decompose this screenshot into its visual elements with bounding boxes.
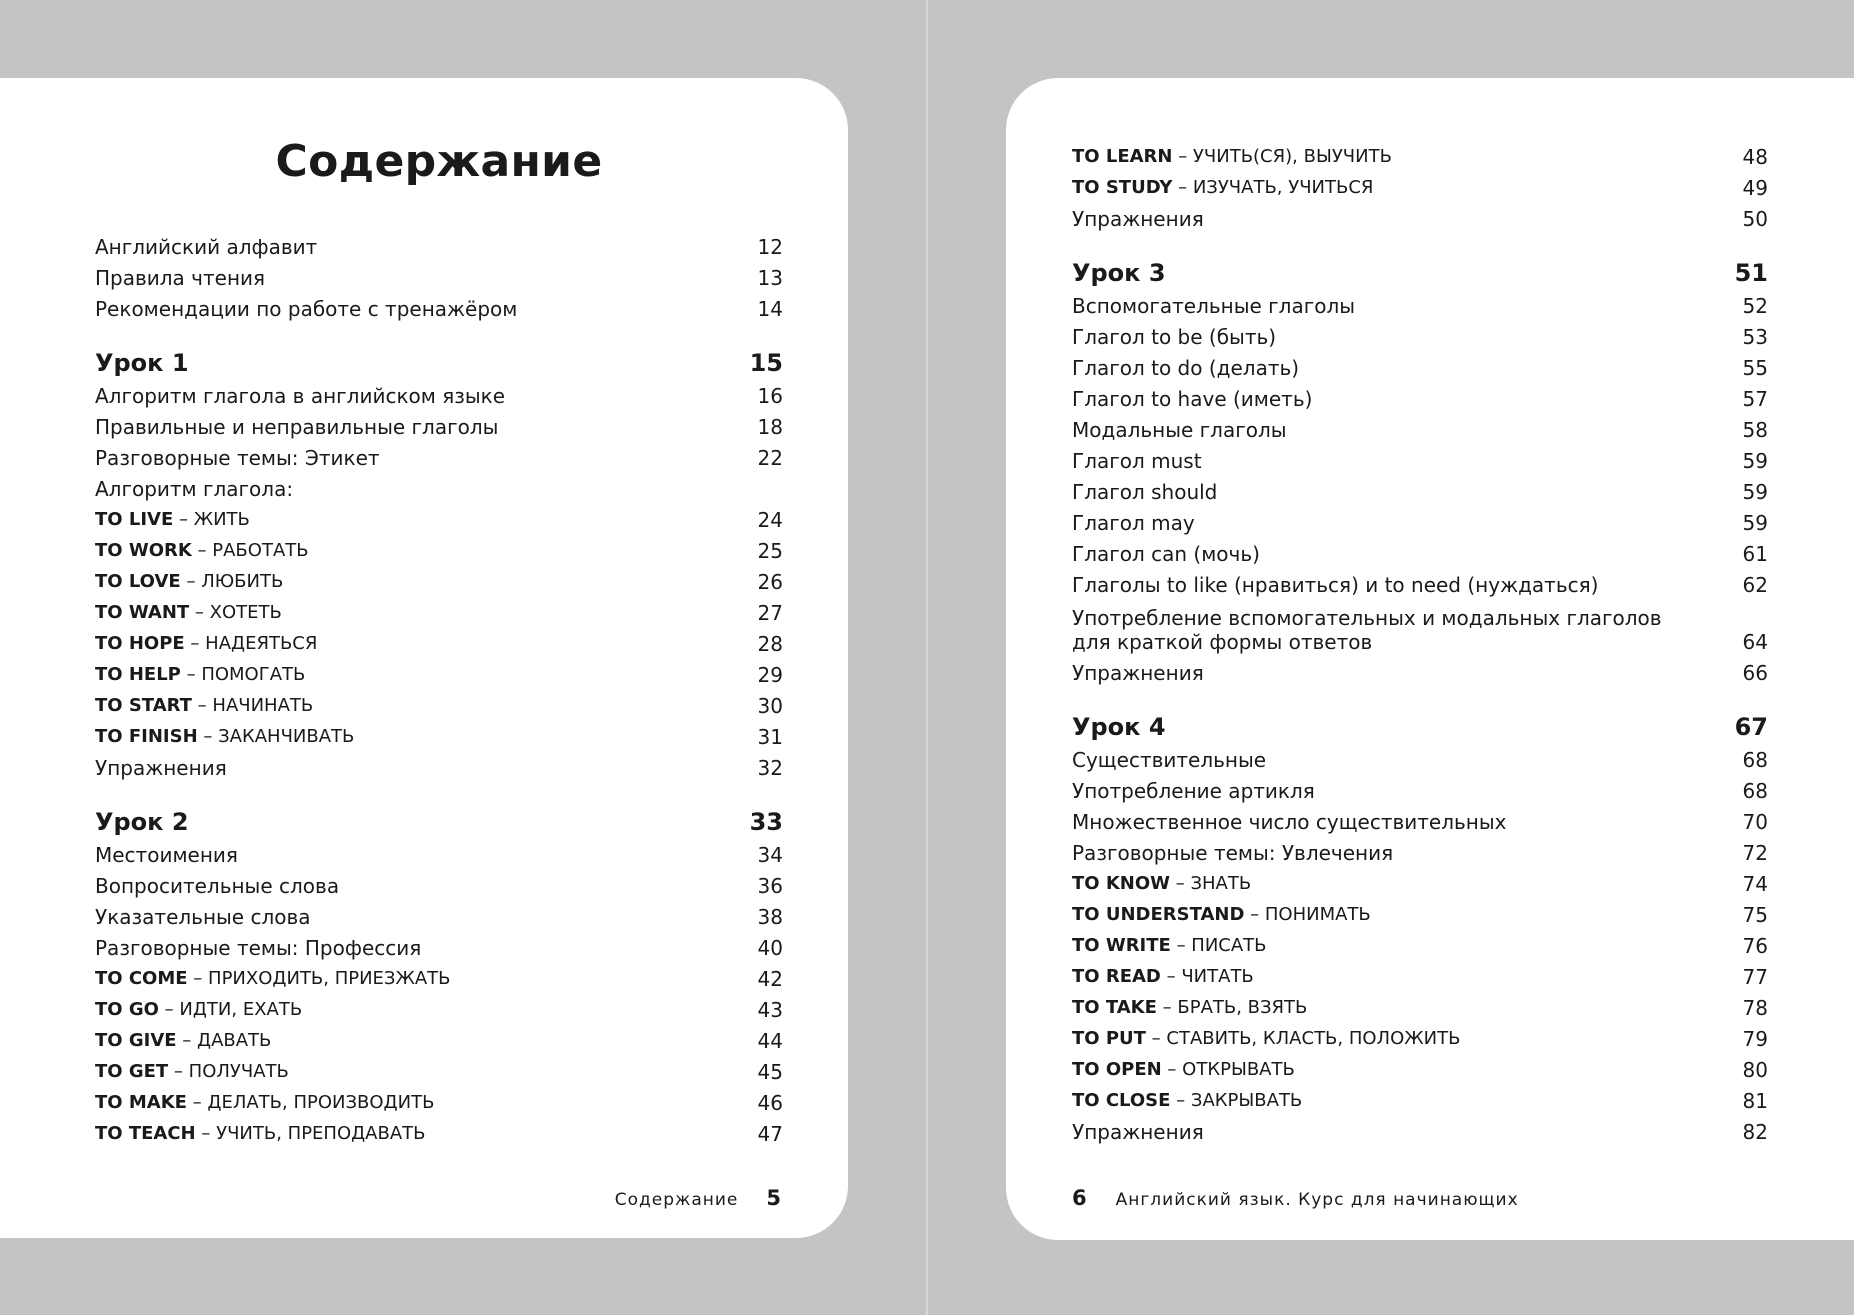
toc-entry-exercises[interactable] (1072, 1113, 1768, 1144)
verb-infinitive: TO FINISH (95, 726, 198, 747)
entry-page: 79 (1742, 1027, 1768, 1051)
verb-translation: ЖИТЬ (193, 509, 250, 530)
verb-separator: – (186, 1092, 208, 1113)
verb-infinitive: TO HOPE (95, 633, 185, 654)
toc-entry[interactable] (1072, 834, 1768, 865)
verb-translation: НАДЕЯТЬСЯ (205, 633, 318, 654)
lesson-1-items (95, 377, 783, 501)
entry-page: 32 (757, 756, 783, 780)
entry-label: Глагол to be (быть) (1072, 325, 1277, 349)
entry-page: 57 (1742, 387, 1768, 411)
entry-label (1072, 1058, 1728, 1082)
entry-page: 70 (1742, 810, 1768, 834)
entry-label: Английский алфавит (95, 235, 318, 259)
right-page (1006, 78, 1854, 1240)
toc-entry-verb[interactable] (1072, 1082, 1768, 1113)
entry-page: 25 (757, 539, 783, 563)
entry-page: 50 (1742, 207, 1768, 231)
verb-separator: – (195, 1123, 217, 1144)
entry-label: Вспомогательные глаголы (1072, 294, 1356, 318)
intro-section (95, 228, 783, 321)
entry-page: 72 (1742, 841, 1768, 865)
lesson-page: 33 (749, 808, 783, 836)
entry-label: Правильные и неправильные глаголы (95, 415, 499, 439)
entry-page: 34 (757, 843, 783, 867)
toc-entry[interactable] (1072, 504, 1768, 535)
lesson-page: 51 (1734, 259, 1768, 287)
entry-page: 27 (757, 601, 783, 625)
entry-page: 38 (757, 905, 783, 929)
entry-label (1072, 606, 1728, 654)
entry-label: Глаголы to like (нравиться) и to need (нуждаться) (1072, 573, 1599, 597)
toc-entry-verb[interactable] (1072, 896, 1768, 927)
entry-line-2: для краткой формы ответов (1072, 630, 1373, 654)
lesson-2-items (95, 836, 783, 960)
toc-entry-verb[interactable] (1072, 169, 1768, 200)
entry-line-1: Употребление вспомогательных и модальных глаголов (1072, 606, 1662, 630)
toc-entry[interactable] (95, 259, 783, 290)
entry-label: Глагол should (1072, 480, 1218, 504)
toc-entry-verb[interactable] (95, 563, 783, 594)
entry-page: 77 (1742, 965, 1768, 989)
toc-entry-verb[interactable] (95, 991, 783, 1022)
lesson-page: 15 (749, 349, 783, 377)
entry-label: Правила чтения (95, 266, 266, 290)
lesson-title: Урок 1 (95, 349, 189, 377)
entry-page: 64 (1742, 630, 1768, 654)
toc-entry[interactable] (1072, 803, 1768, 834)
entry-label (1072, 872, 1728, 896)
page-title: Содержание (275, 136, 603, 187)
toc-entry-verb[interactable] (95, 687, 783, 718)
entry-page: 58 (1742, 418, 1768, 442)
verb-translation: УЧИТЬ, ПРЕПОДАВАТЬ (216, 1123, 426, 1144)
verb-separator: – (1170, 873, 1191, 894)
verb-infinitive: TO WANT (95, 602, 190, 623)
entry-page: 30 (757, 694, 783, 718)
entry-page: 49 (1742, 176, 1768, 200)
page-footer (1072, 1186, 1519, 1210)
toc-entry-verb[interactable] (1072, 989, 1768, 1020)
entry-label: Вопросительные слова (95, 874, 340, 898)
entry-label: Алгоритм глагола в английском языке (95, 384, 506, 408)
toc-entry[interactable] (1072, 349, 1768, 380)
toc-entry-verb[interactable] (95, 1053, 783, 1084)
verb-translation: ОТКРЫВАТЬ (1182, 1059, 1295, 1080)
entry-label (95, 694, 743, 718)
entry-page: 80 (1742, 1058, 1768, 1082)
verb-infinitive: TO COME (95, 968, 188, 989)
toc-entry[interactable] (1072, 411, 1768, 442)
verb-translation: ПРИХОДИТЬ, ПРИЕЗЖАТЬ (208, 968, 451, 989)
entry-label (1072, 996, 1728, 1020)
verb-translation: ПОМОГАТЬ (201, 664, 306, 685)
entry-page: 59 (1742, 449, 1768, 473)
verb-translation: ПОЛУЧАТЬ (188, 1061, 289, 1082)
verb-translation: ИЗУЧАТЬ, УЧИТЬСЯ (1192, 177, 1374, 198)
verb-translation: ЗАКАНЧИВАТЬ (218, 726, 355, 747)
book-spine (926, 0, 928, 1315)
lesson-title: Урок 2 (95, 808, 189, 836)
verb-infinitive: TO LOVE (95, 571, 181, 592)
verb-translation: НАЧИНАТЬ (212, 695, 314, 716)
toc-entry[interactable] (95, 439, 783, 470)
entry-label (95, 1029, 743, 1053)
lesson-3-heading[interactable] (1072, 253, 1768, 287)
verb-infinitive: TO PUT (1072, 1028, 1146, 1049)
left-page (0, 78, 848, 1238)
verb-translation: ДЕЛАТЬ, ПРОИЗВОДИТЬ (207, 1092, 435, 1113)
toc-entry[interactable] (95, 470, 783, 501)
entry-label (95, 601, 743, 625)
verb-separator: – (187, 968, 209, 989)
verb-separator: – (1170, 1090, 1191, 1111)
entry-page: 16 (757, 384, 783, 408)
verb-translation: ЗАКРЫВАТЬ (1190, 1090, 1303, 1111)
entry-page: 14 (757, 297, 783, 321)
verb-translation: УЧИТЬ(СЯ), ВЫУЧИТЬ (1192, 146, 1392, 167)
entry-page: 44 (757, 1029, 783, 1053)
entry-label: Глагол can (мочь) (1072, 542, 1260, 566)
toc-entry-multiline[interactable] (1072, 597, 1768, 654)
verb-infinitive: TO KNOW (1072, 873, 1171, 894)
entry-page: 55 (1742, 356, 1768, 380)
verb-separator: – (1145, 1028, 1167, 1049)
entry-label (95, 508, 743, 532)
lesson-4-verbs (1072, 865, 1768, 1113)
verb-infinitive: TO GET (95, 1061, 169, 1082)
toc-right (1072, 138, 1768, 1144)
verb-translation: ХОТЕТЬ (209, 602, 282, 623)
verb-translation: ДАВАТЬ (197, 1030, 272, 1051)
entry-label: Глагол may (1072, 511, 1195, 535)
entry-page: 13 (757, 266, 783, 290)
entry-page: 24 (757, 508, 783, 532)
entry-page: 52 (1742, 294, 1768, 318)
toc-entry-verb[interactable] (1072, 958, 1768, 989)
toc-entry[interactable] (1072, 442, 1768, 473)
verb-infinitive: TO GIVE (95, 1030, 177, 1051)
entry-page: 42 (757, 967, 783, 991)
entry-label: Глагол to do (делать) (1072, 356, 1300, 380)
verb-separator: – (158, 999, 180, 1020)
entry-page: 81 (1742, 1089, 1768, 1113)
verb-translation: ЗНАТЬ (1190, 873, 1252, 894)
verb-infinitive: TO START (95, 695, 192, 716)
entry-label (95, 663, 743, 687)
lesson-2-verbs-cont (1072, 138, 1768, 200)
toc-entry-verb[interactable] (1072, 1020, 1768, 1051)
entry-page: 82 (1742, 1120, 1768, 1144)
toc-left (95, 228, 783, 1146)
verb-translation: РАБОТАТЬ (212, 540, 309, 561)
toc-entry-verb[interactable] (1072, 865, 1768, 896)
toc-entry[interactable] (1072, 566, 1768, 597)
entry-label (1072, 145, 1728, 169)
lesson-2-heading[interactable] (95, 802, 783, 836)
entry-page: 31 (757, 725, 783, 749)
entry-label (1072, 176, 1728, 200)
lesson-title: Урок 3 (1072, 259, 1166, 287)
lesson-4-items (1072, 741, 1768, 865)
verb-translation: БРАТЬ, ВЗЯТЬ (1177, 997, 1308, 1018)
toc-entry-verb[interactable] (95, 656, 783, 687)
toc-entry[interactable] (1072, 287, 1768, 318)
verb-translation: ПОНИМАТЬ (1264, 904, 1371, 925)
toc-entry[interactable] (95, 228, 783, 259)
entry-label: Существительные (1072, 748, 1267, 772)
entry-label: Упражнения (95, 756, 227, 780)
toc-entry-exercises[interactable] (1072, 654, 1768, 685)
entry-page: 40 (757, 936, 783, 960)
toc-entry-verb[interactable] (1072, 138, 1768, 169)
verb-translation: ПИСАТЬ (1191, 935, 1267, 956)
toc-entry[interactable] (95, 408, 783, 439)
entry-label (95, 725, 743, 749)
lesson-4-heading[interactable] (1072, 707, 1768, 741)
toc-entry-verb[interactable] (1072, 927, 1768, 958)
entry-page: 66 (1742, 661, 1768, 685)
toc-entry-verb[interactable] (95, 1115, 783, 1146)
verb-infinitive: TO UNDERSTAND (1072, 904, 1245, 925)
toc-entry-verb[interactable] (95, 1022, 783, 1053)
entry-page: 53 (1742, 325, 1768, 349)
entry-label: Глагол must (1072, 449, 1202, 473)
entry-page: 76 (1742, 934, 1768, 958)
entry-page: 43 (757, 998, 783, 1022)
toc-entry[interactable] (1072, 741, 1768, 772)
entry-label: Рекомендации по работе с тренажёром (95, 297, 518, 321)
verb-translation: СТАВИТЬ, КЛАСТЬ, ПОЛОЖИТЬ (1166, 1028, 1461, 1049)
toc-entry-exercises[interactable] (95, 749, 783, 780)
entry-page: 45 (757, 1060, 783, 1084)
toc-entry[interactable] (1072, 535, 1768, 566)
toc-entry-exercises[interactable] (1072, 200, 1768, 231)
entry-label (1072, 934, 1728, 958)
verb-infinitive: TO LIVE (95, 509, 174, 530)
entry-page: 59 (1742, 480, 1768, 504)
entry-label: Разговорные темы: Этикет (95, 446, 380, 470)
entry-page: 78 (1742, 996, 1768, 1020)
toc-entry-verb[interactable] (95, 594, 783, 625)
entry-page: 36 (757, 874, 783, 898)
entry-label (95, 1122, 743, 1146)
entry-page: 75 (1742, 903, 1768, 927)
verb-infinitive: TO WRITE (1072, 935, 1171, 956)
lesson-title: Урок 4 (1072, 713, 1166, 741)
toc-entry-verb[interactable] (95, 625, 783, 656)
entry-label (1072, 903, 1728, 927)
entry-page: 29 (757, 663, 783, 687)
verb-separator: – (180, 571, 202, 592)
verb-infinitive: TO HELP (95, 664, 181, 685)
verb-separator: – (189, 602, 210, 623)
verb-infinitive: TO OPEN (1072, 1059, 1162, 1080)
toc-entry-verb[interactable] (95, 1084, 783, 1115)
toc-entry[interactable] (1072, 772, 1768, 803)
verb-separator: – (1244, 904, 1265, 925)
toc-entry[interactable] (1072, 380, 1768, 411)
entry-page: 74 (1742, 872, 1768, 896)
lesson-3-items (1072, 287, 1768, 597)
lesson-1-heading[interactable] (95, 343, 783, 377)
verb-separator: – (173, 509, 194, 530)
entry-page: 47 (757, 1122, 783, 1146)
footer-running-title: Содержание (614, 1190, 739, 1210)
entry-page: 46 (757, 1091, 783, 1115)
verb-separator: – (197, 726, 219, 747)
entry-label: Разговорные темы: Профессия (95, 936, 422, 960)
entry-label (95, 967, 743, 991)
entry-page: 59 (1742, 511, 1768, 535)
entry-label (95, 632, 743, 656)
verb-infinitive: TO MAKE (95, 1092, 187, 1113)
entry-label: Указательные слова (95, 905, 311, 929)
verb-separator: – (180, 664, 202, 685)
entry-page: 12 (757, 235, 783, 259)
page-footer (615, 1186, 782, 1210)
entry-label (1072, 965, 1728, 989)
entry-label (1072, 1027, 1728, 1051)
entry-page: 18 (757, 415, 783, 439)
toc-entry[interactable] (95, 836, 783, 867)
entry-page: 61 (1742, 542, 1768, 566)
verb-separator: – (1170, 935, 1192, 956)
toc-entry-verb[interactable] (95, 960, 783, 991)
entry-label: Множественное число существительных (1072, 810, 1507, 834)
entry-label: Местоимения (95, 843, 238, 867)
verb-infinitive: TO GO (95, 999, 159, 1020)
verb-separator: – (1172, 177, 1193, 198)
verb-infinitive: TO READ (1072, 966, 1161, 987)
entry-page: 26 (757, 570, 783, 594)
verb-translation: ИДТИ, ЕХАТЬ (179, 999, 303, 1020)
entry-label: Разговорные темы: Увлечения (1072, 841, 1394, 865)
verb-separator: – (1172, 146, 1193, 167)
toc-entry[interactable] (1072, 318, 1768, 349)
verb-translation: ЛЮБИТЬ (201, 571, 284, 592)
entry-label (95, 998, 743, 1022)
verb-infinitive: TO LEARN (1072, 146, 1173, 167)
verb-translation: ЧИТАТЬ (1181, 966, 1254, 987)
toc-entry[interactable] (95, 898, 783, 929)
toc-entry[interactable] (95, 290, 783, 321)
entry-label: Глагол to have (иметь) (1072, 387, 1313, 411)
entry-label (95, 1060, 743, 1084)
verb-infinitive: TO CLOSE (1072, 1090, 1171, 1111)
verb-separator: – (168, 1061, 189, 1082)
toc-entry-verb[interactable] (95, 718, 783, 749)
verb-infinitive: TO TAKE (1072, 997, 1157, 1018)
lesson-1-verbs (95, 501, 783, 749)
entry-label (1072, 1089, 1728, 1113)
entry-label: Упражнения (1072, 1120, 1204, 1144)
verb-separator: – (184, 633, 206, 654)
verb-separator: – (191, 540, 213, 561)
verb-separator: – (1160, 966, 1182, 987)
verb-infinitive: TO WORK (95, 540, 192, 561)
entry-page: 48 (1742, 145, 1768, 169)
entry-label (95, 539, 743, 563)
verb-separator: – (176, 1030, 197, 1051)
entry-page: 28 (757, 632, 783, 656)
entry-label: Алгоритм глагола: (95, 477, 294, 501)
toc-entry-verb[interactable] (95, 501, 783, 532)
entry-label: Употребление артикля (1072, 779, 1315, 803)
entry-label (95, 570, 743, 594)
entry-page: 62 (1742, 573, 1768, 597)
toc-entry-verb[interactable] (1072, 1051, 1768, 1082)
page-number: 6 (1072, 1186, 1088, 1210)
footer-running-title: Английский язык. Курс для начинающих (1115, 1190, 1519, 1210)
page-number: 5 (766, 1186, 782, 1210)
verb-separator: – (1161, 1059, 1183, 1080)
verb-infinitive: TO TEACH (95, 1123, 196, 1144)
entry-page: 68 (1742, 748, 1768, 772)
verb-separator: – (191, 695, 213, 716)
toc-entry[interactable] (95, 377, 783, 408)
toc-entry[interactable] (95, 929, 783, 960)
entry-label: Модальные глаголы (1072, 418, 1287, 442)
lesson-2-verbs (95, 960, 783, 1146)
entry-label: Упражнения (1072, 207, 1204, 231)
verb-separator: – (1156, 997, 1178, 1018)
entry-page: 22 (757, 446, 783, 470)
entry-page: 68 (1742, 779, 1768, 803)
lesson-page: 67 (1734, 713, 1768, 741)
entry-label (95, 1091, 743, 1115)
verb-infinitive: TO STUDY (1072, 177, 1173, 198)
toc-entry-verb[interactable] (95, 532, 783, 563)
entry-label: Упражнения (1072, 661, 1204, 685)
toc-entry[interactable] (1072, 473, 1768, 504)
toc-entry[interactable] (95, 867, 783, 898)
